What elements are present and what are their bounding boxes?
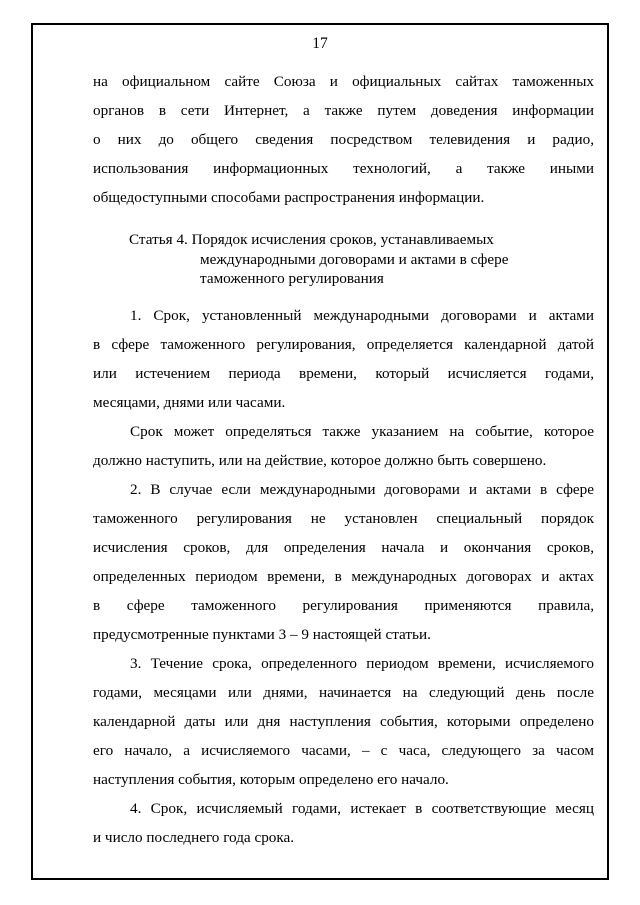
paragraph-4-line: наступления события, которым определено его начало. [93,771,449,788]
article-body [93,301,594,852]
paragraph-3-line: 2. В случае если международными договорами и актами в сфере [130,481,594,498]
article-heading-line: таможенного регулирования [200,270,384,287]
text-line: о них до общего сведения посредством телевидения и радио, [93,131,594,148]
text-line: использования информационных технологий, а также иными [93,160,594,177]
paragraph-3-line: предусмотренные пунктами 3 – 9 настоящей статьи. [93,626,431,643]
paragraph-1-line: или истечением периода времени, который исчисляется годами, [93,365,594,382]
paragraph-5-line: 4. Срок, исчисляемый годами, истекает в соответствующие месяц [130,800,594,817]
intro-paragraph [93,67,594,212]
paragraph-2-line: Срок может определяться также указанием на событие, которое [130,423,594,440]
text-line: органов в сети Интернет, а также путем доведения информации [93,102,594,119]
paragraph-1-line: в сфере таможенного регулирования, определяется календарной датой [93,336,594,353]
text-line: на официальном сайте Союза и официальных сайтах таможенных [93,73,594,90]
paragraph-1-line: месяцами, днями или часами. [93,394,286,411]
paragraph-3-line: таможенного регулирования не установлен специальный порядок [93,510,594,527]
paragraph-1-line: 1. Срок, установленный международными договорами и актами [130,307,594,324]
paragraph-3-line: определенных периодом времени, в международных договорах и актах [93,568,594,585]
paragraph-4-line: годами, месяцами или днями, начинается на следующий день после [93,684,594,701]
page-number: 17 [312,35,328,52]
paragraph-4-line: его начало, а исчисляемого часами, – с часа, следующего за часом [93,742,594,759]
text-line: общедоступными способами распространения информации. [93,189,485,206]
paragraph-3-line: в сфере таможенного регулирования применяются правила, [93,597,594,614]
article-heading-line: Статья 4. Порядок исчисления сроков, устанавливаемых [129,231,494,248]
article-heading-line: международными договорами и актами в сфере [200,250,509,268]
paragraph-4-line: календарной даты или дня наступления события, которыми определено [93,713,594,730]
paragraph-4-line: 3. Течение срока, определенного периодом времени, исчисляемого [130,655,594,672]
paragraph-5-line: и число последнего года срока. [93,829,295,846]
paragraph-3-line: исчисления сроков, для определения начала и окончания сроков, [93,539,594,556]
paragraph-2-line: должно наступить, или на действие, которое должно быть совершено. [93,452,547,469]
article-heading [129,230,508,289]
